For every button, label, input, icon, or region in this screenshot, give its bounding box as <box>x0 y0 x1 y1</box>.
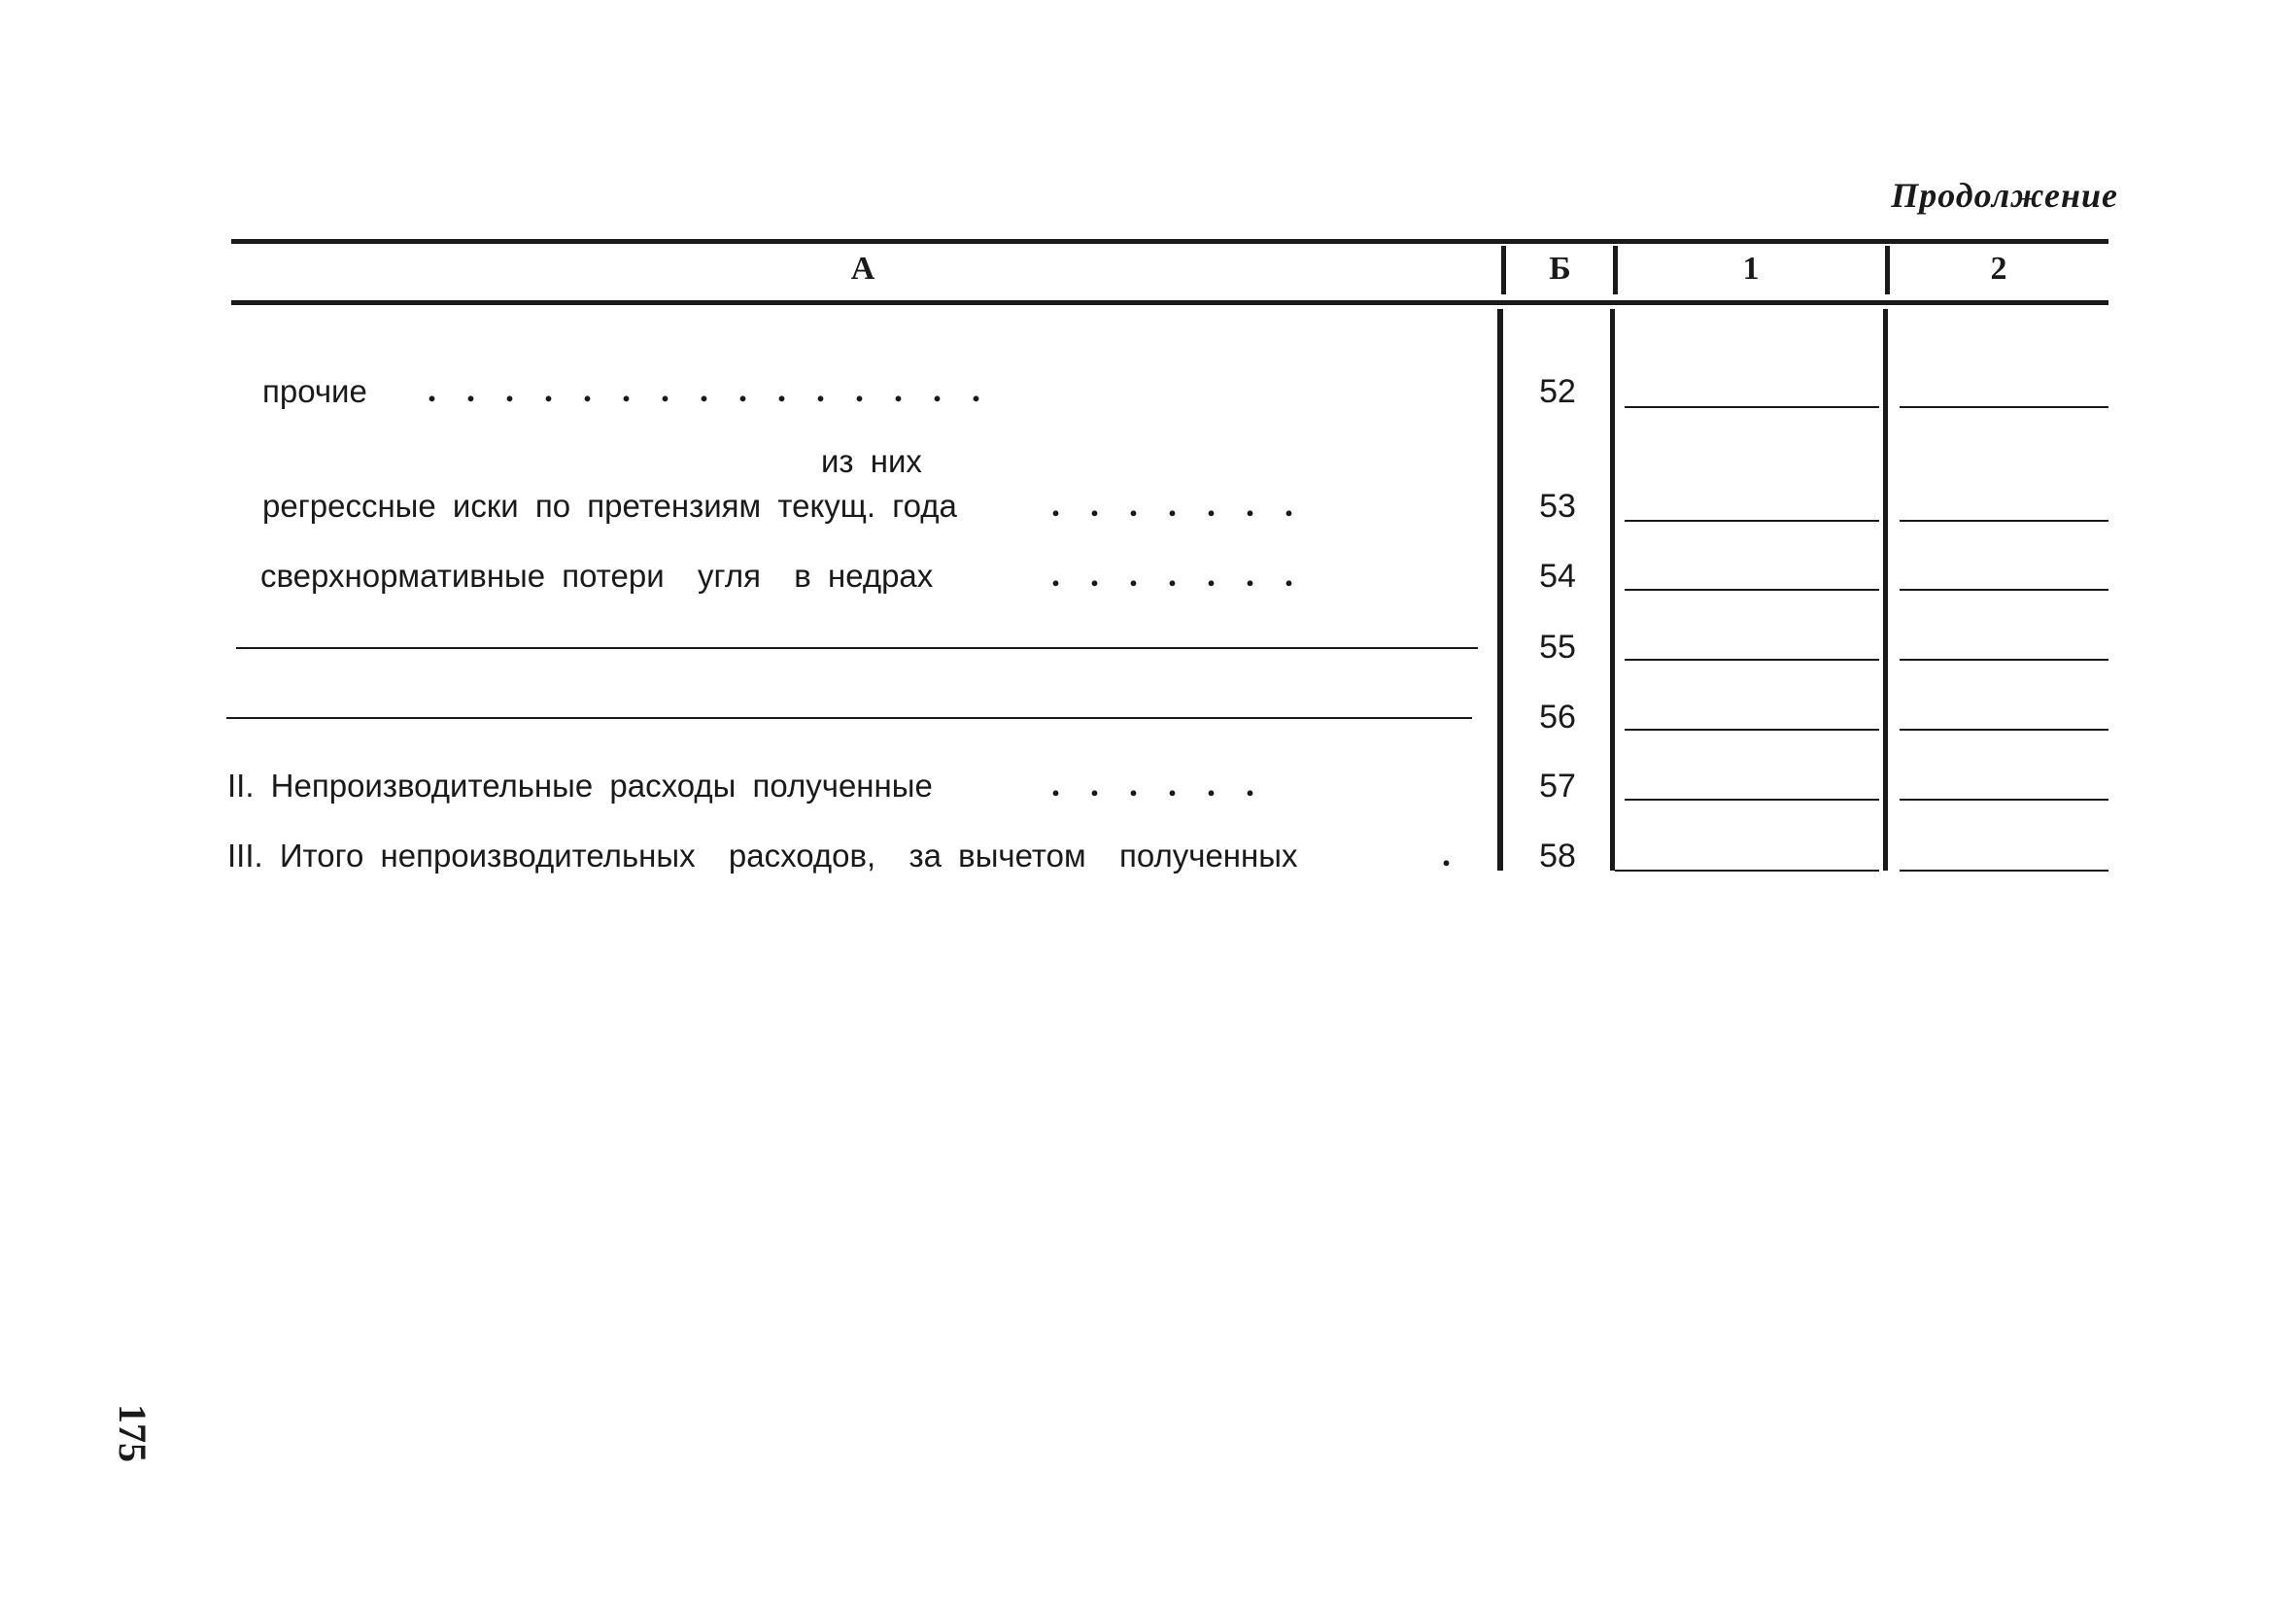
leader-dots: . . . . . . . <box>1051 555 1293 594</box>
row-code: 52 <box>1539 373 1576 410</box>
leader-dots: . . . . . . . <box>1051 485 1293 524</box>
blank-field-col2 <box>1900 589 2108 591</box>
leader-dots: . . . . . . . . . . . . . . . <box>428 370 980 409</box>
table-top-rule <box>231 239 2108 244</box>
blank-field-col2 <box>1900 406 2108 408</box>
blank-field-col2 <box>1900 799 2108 801</box>
continuation-label: Продолжение <box>1891 176 2118 215</box>
blank-label-line <box>236 647 1478 649</box>
blank-field-col2 <box>1900 729 2108 731</box>
row-label: сверхнормативные потери угля в недрах <box>260 558 934 594</box>
row-code: 56 <box>1539 699 1576 736</box>
table-header-rule <box>231 300 2108 305</box>
blank-field-col1 <box>1625 799 1879 801</box>
row-code: 53 <box>1539 488 1576 525</box>
row-label: III. Итого непроизводительных расходов, за вычетом полученных <box>227 838 1298 874</box>
row-label: регрессные иски по претензиям текущ. года <box>262 488 957 524</box>
blank-field-col1 <box>1625 589 1879 591</box>
row-label: прочие <box>262 373 367 409</box>
blank-field-col1 <box>1625 659 1879 661</box>
row-code: 57 <box>1539 768 1576 805</box>
header-divider-ab <box>1501 246 1506 294</box>
blank-field-col2 <box>1900 520 2108 522</box>
body-divider-ab <box>1497 309 1503 871</box>
row-code: 58 <box>1539 838 1576 874</box>
page-number: 175 <box>111 1404 154 1462</box>
blank-field-col2 <box>1900 659 2108 661</box>
row-code: 54 <box>1539 558 1576 595</box>
subheading-label: из них <box>821 443 922 479</box>
body-divider-b1 <box>1610 309 1615 871</box>
blank-field-col1 <box>1625 520 1879 522</box>
column-header-1: 1 <box>1742 251 1760 287</box>
leader-dots: . <box>1442 835 1451 874</box>
row-label: II. Непроизводительные расходы полученные <box>227 768 933 804</box>
column-header-a: А <box>850 251 875 287</box>
column-header-b: Б <box>1549 251 1571 287</box>
column-header-2: 2 <box>1990 251 2007 287</box>
header-divider-12 <box>1885 246 1890 294</box>
row-code: 55 <box>1539 629 1576 666</box>
blank-field-col1 <box>1625 729 1879 731</box>
header-divider-b1 <box>1613 246 1618 294</box>
blank-field-col1 <box>1615 870 1879 872</box>
blank-label-line <box>226 717 1472 719</box>
leader-dots: . . . . . . <box>1051 765 1254 804</box>
body-divider-12 <box>1883 309 1888 871</box>
blank-field-col1 <box>1625 406 1879 408</box>
blank-field-col2 <box>1900 870 2108 872</box>
